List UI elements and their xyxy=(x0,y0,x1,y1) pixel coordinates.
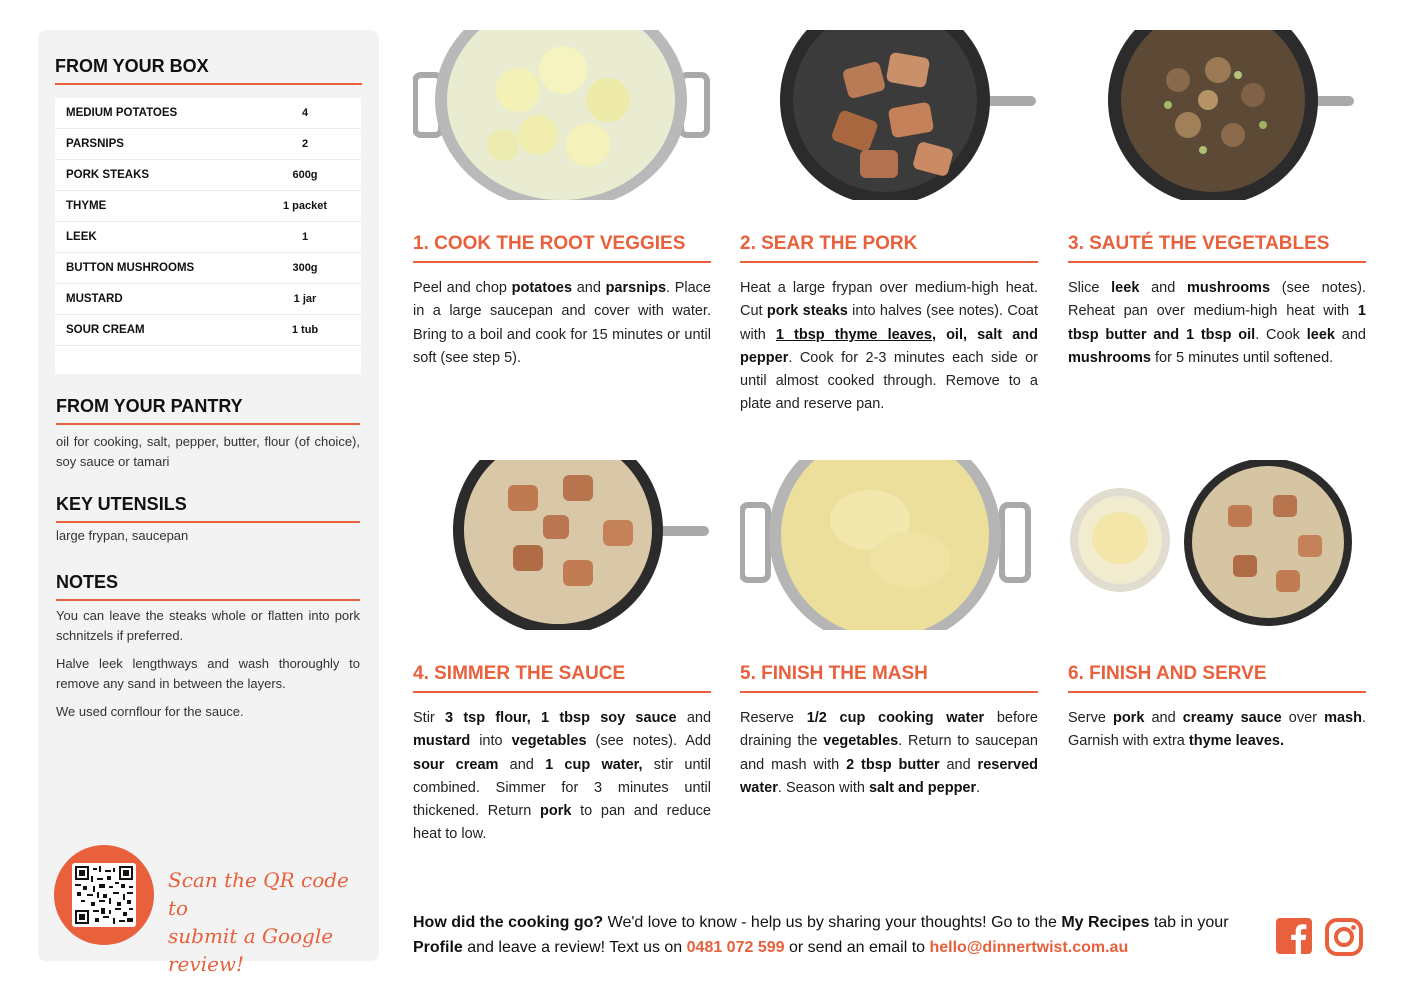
footer-text: tab in your xyxy=(1149,914,1229,931)
ingredient-name: THYME xyxy=(66,200,107,212)
step-4 xyxy=(413,460,711,847)
boiling-potatoes-image xyxy=(413,30,711,200)
instagram-icon[interactable] xyxy=(1325,918,1363,956)
sidebar xyxy=(38,30,379,976)
ingredient-name: MUSTARD xyxy=(66,293,123,305)
ingredient-name: BUTTON MUSHROOMS xyxy=(66,262,195,274)
footer-text: or send an email to xyxy=(784,939,930,956)
sauteed-vegetables-image xyxy=(1068,30,1366,200)
ingredient-name: MEDIUM POTATOES xyxy=(66,107,178,119)
ingredient-qty: 300g xyxy=(292,262,318,274)
table-row xyxy=(55,315,361,346)
step-title: 5. FINISH THE MASH xyxy=(740,663,1038,693)
searing-pork-image xyxy=(740,30,1038,200)
qr-caption xyxy=(168,866,368,978)
table-row xyxy=(55,253,361,284)
ingredient-name: PARSNIPS xyxy=(66,138,124,150)
ingredient-qty: 1 jar xyxy=(293,293,317,305)
simmering-sauce-image xyxy=(413,460,711,630)
step-body: Stir 3 tsp flour, 1 tbsp soy sauce and mustard into vegetables (see notes). Add sour cream and 1 cup water, stir until combined. Simmer for 3 minutes until thickened. Return pork to pan and reduce heat to low. xyxy=(413,710,712,843)
step-2 xyxy=(740,30,1038,417)
qr-caption-line: submit a Google review! xyxy=(168,924,334,976)
qr-caption-line: Scan the QR code to xyxy=(168,868,349,920)
pantry-title: FROM YOUR PANTRY xyxy=(56,396,360,425)
ingredient-qty: 1 packet xyxy=(282,200,328,212)
my-recipes-link[interactable]: My Recipes xyxy=(1061,914,1150,931)
step-6 xyxy=(1068,460,1366,754)
ingredient-qty: 2 xyxy=(301,138,309,150)
step-title: 3. SAUTÉ THE VEGETABLES xyxy=(1068,233,1366,263)
ingredient-qty: 600g xyxy=(292,169,318,181)
note-item: You can leave the steaks whole or flatten into pork schnitzels if preferred. xyxy=(56,608,360,643)
footer-question: How did the cooking go? xyxy=(413,914,604,931)
pantry-text: oil for cooking, salt, pepper, butter, flour (of choice), soy sauce or tamari xyxy=(56,434,360,469)
notes-list xyxy=(56,606,360,730)
step-title: 6. FINISH AND SERVE xyxy=(1068,663,1366,693)
ingredient-name: SOUR CREAM xyxy=(66,324,145,336)
step-body: Heat a large frypan over medium-high heat. Cut pork steaks into halves (see notes). Coat with 1 tbsp thyme leaves, oil, salt and pepper. Cook for 2-3 minutes each side or until almost cooked through. Remove to a plate and reserve pan. xyxy=(740,280,1038,413)
from-your-box-title: FROM YOUR BOX xyxy=(55,56,362,85)
step-1 xyxy=(413,30,711,370)
qr-badge[interactable] xyxy=(54,845,154,945)
note-item: We used cornflour for the sauce. xyxy=(56,704,244,719)
footer-text: We'd love to know - help us by sharing your thoughts! Go to the xyxy=(603,914,1062,931)
table-row xyxy=(55,222,361,253)
ingredient-qty: 4 xyxy=(301,107,309,119)
ingredient-name: PORK STEAKS xyxy=(66,169,150,181)
note-item: Halve leek lengthways and wash thoroughly to remove any sand in between the layers. xyxy=(56,656,360,691)
table-row xyxy=(55,160,361,191)
phone-link[interactable]: 0481 072 599 xyxy=(686,939,785,956)
step-5 xyxy=(740,460,1038,800)
ingredient-qty: 1 tub xyxy=(291,324,319,336)
qr-code-icon[interactable] xyxy=(72,863,136,927)
ingredients-table xyxy=(55,98,361,374)
utensils-text: large frypan, saucepan xyxy=(56,528,189,543)
ingredient-name: LEEK xyxy=(66,231,97,243)
step-title: 2. SEAR THE PORK xyxy=(740,233,1038,263)
step-body: Serve pork and creamy sauce over mash. Garnish with extra thyme leaves. xyxy=(1068,710,1366,750)
ingredient-qty: 1 xyxy=(301,231,309,243)
step-title: 4. SIMMER THE SAUCE xyxy=(413,663,711,693)
plated-dish-image xyxy=(1068,460,1366,630)
mash-image xyxy=(740,460,1038,630)
utensils-title: KEY UTENSILS xyxy=(56,494,360,523)
step-body: Peel and chop potatoes and parsnips. Place in a large saucepan and cover with water. Bring to a boil and cook for 15 minutes or until soft (see step 5). xyxy=(413,280,711,366)
table-row xyxy=(55,191,361,222)
table-row xyxy=(55,98,361,129)
step-body: Reserve 1/2 cup cooking water before draining the vegetables. Return to saucepan and mash with 2 tbsp butter and reserved water. Season with salt and pepper. xyxy=(740,710,1039,796)
feedback-footer xyxy=(413,910,1263,960)
profile-link[interactable]: Profile xyxy=(413,939,463,956)
email-link[interactable]: hello@dinnertwist.com.au xyxy=(929,939,1129,956)
table-row xyxy=(55,284,361,315)
notes-title: NOTES xyxy=(56,572,360,601)
step-body: Slice leek and mushrooms (see notes). Reheat pan over medium-high heat with 1 tbsp butter and 1 tbsp oil. Cook leek and mushrooms for 5 minutes until softened. xyxy=(1068,280,1367,366)
step-3 xyxy=(1068,30,1366,370)
footer-text: and leave a review! Text us on xyxy=(462,939,687,956)
step-title: 1. COOK THE ROOT VEGGIES xyxy=(413,233,711,263)
facebook-icon[interactable] xyxy=(1276,918,1312,954)
table-row xyxy=(55,129,361,160)
